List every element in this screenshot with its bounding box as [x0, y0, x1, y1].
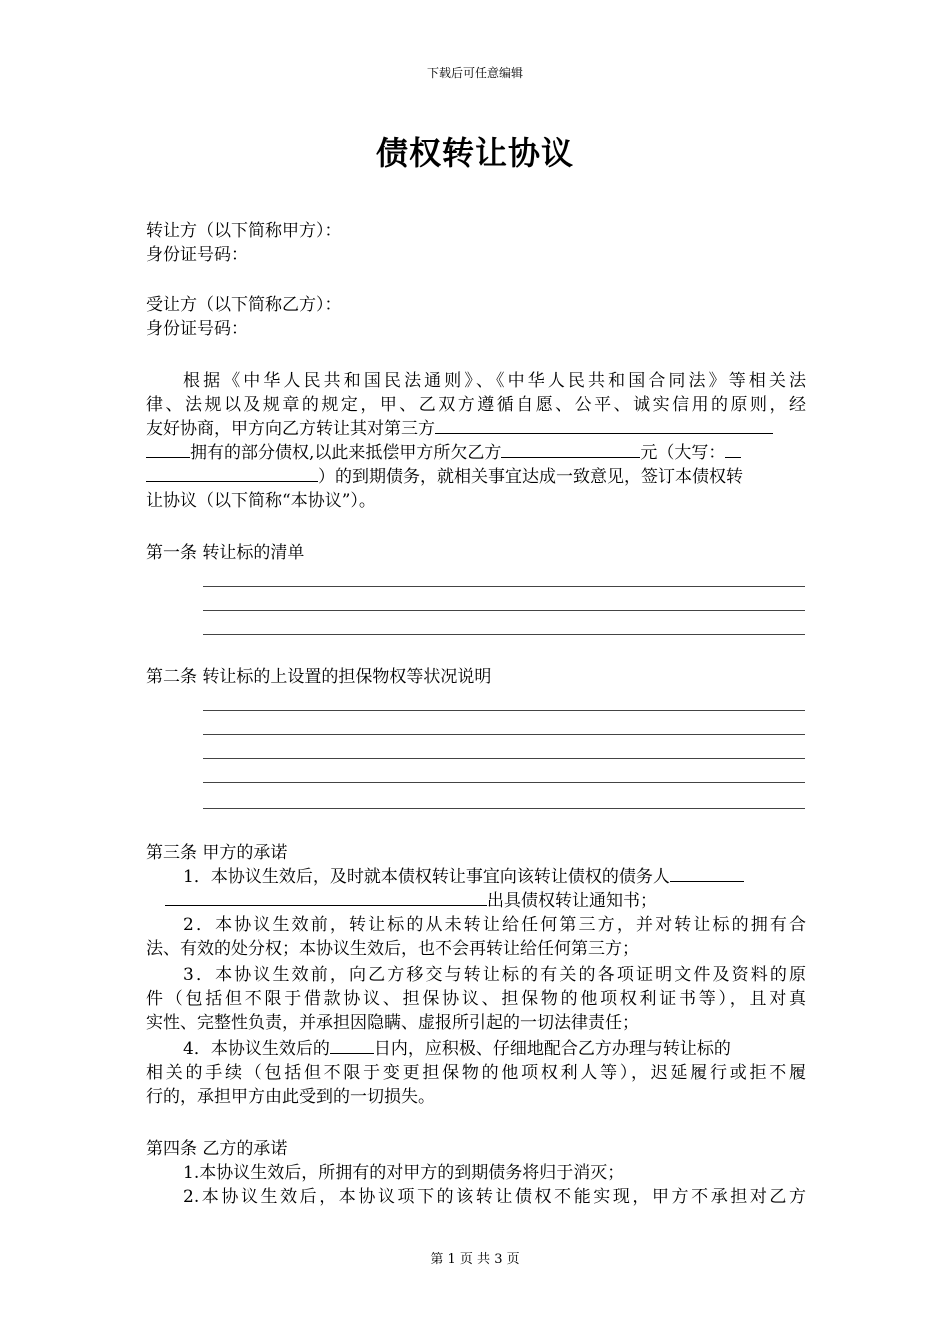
article-3-heading: 第三条 甲方的承诺	[146, 843, 288, 863]
preamble-text: 友好协商，甲方向乙方转让其对第三方	[146, 419, 435, 439]
amount-words-blank-cont	[146, 466, 318, 482]
article-4-item-2: 2.本协议生效后，本协议项下的该转让债权不能实现，甲方不承担对乙方	[183, 1187, 806, 1207]
article-3-item-2-cont: 法、有效的处分权；本协议生效后，也不会再转让给任何第三方；	[146, 939, 639, 959]
amount-blank	[501, 442, 640, 458]
preamble-text: 元（大写：	[640, 443, 726, 463]
article-3-item-3-cont: 件（包括但不限于借款协议、担保协议、担保物的他项权利证书等），且对真	[146, 989, 806, 1009]
days-blank	[330, 1038, 374, 1054]
article-2-heading: 第二条 转让标的上设置的担保物权等状况说明	[146, 667, 492, 687]
page-number: 第 1 页 共 3 页	[430, 1252, 520, 1267]
party-a-label: 转让方（以下简称甲方）：	[146, 221, 342, 241]
page-header-note: 下载后可任意编辑	[426, 66, 523, 80]
article-3-item-3: 3．本协议生效前，向乙方移交与转让标的有关的各项证明文件及资料的原	[183, 965, 806, 985]
document-title: 债权转让协议	[375, 134, 574, 172]
amount-words-blank	[725, 442, 741, 458]
debtor-blank	[670, 866, 744, 882]
third-party-blank-cont	[146, 442, 190, 458]
article-1-heading: 第一条 转让标的清单	[146, 543, 305, 563]
item-text: 出具债权转让通知书；	[487, 891, 657, 911]
item-text: 日内，应积极、仔细地配合乙方办理与转让标的	[373, 1039, 731, 1059]
preamble-line	[146, 442, 806, 464]
article-4-heading: 第四条 乙方的承诺	[146, 1139, 288, 1159]
preamble-line: 根据《中华人民共和国民法通则》、《中华人民共和国合同法》等相关法	[183, 371, 806, 391]
article-2-fill-line	[203, 808, 805, 809]
item-text: 1．本协议生效后，及时就本债权转让事宜向该转让债权的债务人	[183, 867, 670, 887]
debtor-blank-cont	[165, 890, 487, 906]
preamble-line: 让协议（以下简称“本协议”）。	[146, 491, 376, 511]
article-4-item-1: 1.本协议生效后，所拥有的对甲方的到期债务将归于消灭；	[183, 1163, 625, 1183]
party-a-id-label: 身份证号码：	[146, 245, 248, 265]
article-3-item-1-cont	[165, 890, 825, 912]
preamble-line	[146, 418, 806, 440]
article-3-item-2: 2．本协议生效前，转让标的从未转让给任何第三方，并对转让标的拥有合	[183, 915, 806, 935]
preamble-text: 拥有的部分债权,以此来抵偿甲方所欠乙方	[190, 443, 502, 463]
article-2-fill-line	[203, 734, 805, 735]
article-2-fill-line	[203, 710, 805, 711]
article-1-fill-line	[203, 634, 805, 635]
party-b-label: 受让方（以下简称乙方）：	[146, 295, 342, 315]
preamble-line	[146, 466, 806, 488]
article-1-fill-line	[203, 610, 805, 611]
article-3-item-4	[183, 1038, 806, 1060]
preamble-text: ）的到期债务，就相关事宜达成一致意见，签订本债权转	[318, 467, 743, 487]
article-3-item-3-cont: 实性、完整性负责，并承担因隐瞒、虚报所引起的一切法律责任；	[146, 1013, 639, 1033]
article-3-item-1	[183, 866, 806, 888]
article-2-fill-line	[203, 782, 805, 783]
article-3-item-4-cont: 行的，承担甲方由此受到的一切损失。	[146, 1087, 435, 1107]
article-3-item-4-cont: 相关的手续（包括但不限于变更担保物的他项权利人等），迟延履行或拒不履	[146, 1063, 806, 1083]
preamble-line: 律、法规以及规章的规定，甲、乙双方遵循自愿、公平、诚实信用的原则，经	[146, 395, 806, 415]
article-2-fill-line	[203, 758, 805, 759]
article-1-fill-line	[203, 586, 805, 587]
party-b-id-label: 身份证号码：	[146, 319, 248, 339]
third-party-blank	[435, 418, 773, 434]
item-text: 4．本协议生效后的	[183, 1039, 330, 1059]
